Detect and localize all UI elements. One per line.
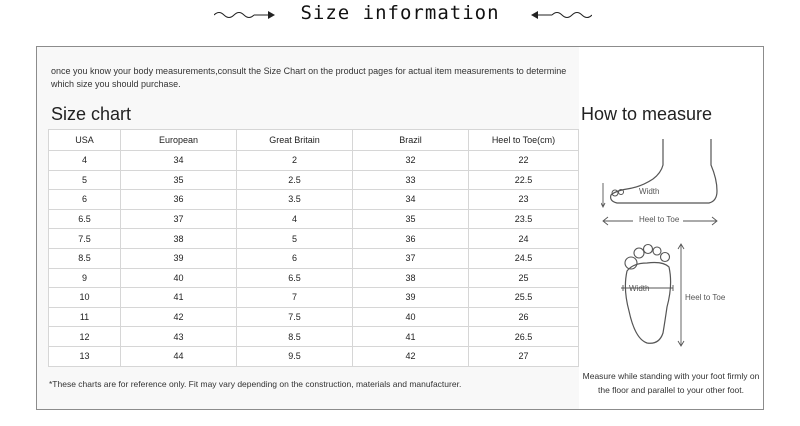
- table-cell: 13: [49, 346, 121, 366]
- table-cell: 6: [49, 190, 121, 210]
- measure-instruction: Measure while standing with your foot firmly on the floor and parallel to your other foot.: [582, 371, 760, 395]
- table-cell: 6.5: [237, 268, 353, 288]
- table-cell: 26: [469, 307, 579, 327]
- table-row: [49, 346, 579, 366]
- column-header: Heel to Toe(cm): [469, 130, 579, 151]
- table-cell: 7.5: [49, 229, 121, 249]
- table-cell: 3.5: [237, 190, 353, 210]
- table-row: [49, 288, 579, 308]
- table-cell: 39: [121, 248, 237, 268]
- table-cell: 12: [49, 327, 121, 347]
- table-cell: 36: [353, 229, 469, 249]
- table-cell: 9: [49, 268, 121, 288]
- table-cell: 24.5: [469, 248, 579, 268]
- column-header: Brazil: [353, 130, 469, 151]
- table-cell: 7.5: [237, 307, 353, 327]
- intro-text: once you know your body measurements,consult the Size Chart on the product pages for actual item measurements to determine which size you should purchase.: [51, 66, 567, 89]
- table-cell: 38: [353, 268, 469, 288]
- heel-to-toe-label: Heel to Toe: [639, 215, 680, 224]
- table-row: [49, 151, 579, 171]
- table-cell: 40: [353, 307, 469, 327]
- table-cell: 8.5: [49, 248, 121, 268]
- table-cell: 6.5: [49, 209, 121, 229]
- how-to-measure-panel: [579, 47, 763, 409]
- table-row: [49, 229, 579, 249]
- table-cell: 35: [353, 209, 469, 229]
- table-cell: 35: [121, 170, 237, 190]
- table-row: [49, 268, 579, 288]
- table-cell: 32: [353, 151, 469, 171]
- how-to-measure-title: How to measure: [581, 104, 713, 124]
- size-table: [48, 129, 579, 367]
- table-cell: 34: [353, 190, 469, 210]
- width-label: Width: [639, 187, 660, 196]
- table-cell: 25.5: [469, 288, 579, 308]
- table-header-row: [49, 130, 579, 151]
- table-cell: 2.5: [237, 170, 353, 190]
- table-row: [49, 248, 579, 268]
- table-cell: 4: [237, 209, 353, 229]
- column-header: European: [121, 130, 237, 151]
- table-row: [49, 190, 579, 210]
- table-row: [49, 209, 579, 229]
- size-info-panel: [36, 46, 764, 410]
- table-cell: 9.5: [237, 346, 353, 366]
- table-cell: 11: [49, 307, 121, 327]
- ornament-right-icon: [530, 6, 592, 22]
- table-row: [49, 327, 579, 347]
- table-cell: 41: [121, 288, 237, 308]
- page-title: Size information: [300, 2, 500, 24]
- width-label: Width: [629, 284, 650, 293]
- table-cell: 25: [469, 268, 579, 288]
- table-cell: 23.5: [469, 209, 579, 229]
- size-chart-panel: [37, 47, 579, 409]
- table-cell: 23: [469, 190, 579, 210]
- table-cell: 36: [121, 190, 237, 210]
- table-cell: 5: [237, 229, 353, 249]
- table-cell: 2: [237, 151, 353, 171]
- table-cell: 41: [353, 327, 469, 347]
- table-cell: 10: [49, 288, 121, 308]
- table-cell: 42: [353, 346, 469, 366]
- table-cell: 37: [353, 248, 469, 268]
- table-cell: 38: [121, 229, 237, 249]
- table-cell: 43: [121, 327, 237, 347]
- table-cell: 24: [469, 229, 579, 249]
- heel-to-toe-label: Heel to Toe: [685, 293, 726, 302]
- reference-note: *These charts are for reference only. Fit may vary depending on the construction, materials and manufacturer.: [49, 379, 462, 389]
- table-cell: 37: [121, 209, 237, 229]
- table-cell: 4: [49, 151, 121, 171]
- table-cell: 42: [121, 307, 237, 327]
- table-cell: 26.5: [469, 327, 579, 347]
- table-cell: 44: [121, 346, 237, 366]
- table-cell: 5: [49, 170, 121, 190]
- table-cell: 7: [237, 288, 353, 308]
- table-cell: 40: [121, 268, 237, 288]
- header: [0, 0, 800, 30]
- column-header: Great Britain: [237, 130, 353, 151]
- size-chart-title: Size chart: [51, 104, 132, 124]
- table-row: [49, 307, 579, 327]
- table-cell: 22.5: [469, 170, 579, 190]
- table-cell: 34: [121, 151, 237, 171]
- table-cell: 33: [353, 170, 469, 190]
- column-header: USA: [49, 130, 121, 151]
- table-cell: 8.5: [237, 327, 353, 347]
- table-cell: 39: [353, 288, 469, 308]
- table-cell: 22: [469, 151, 579, 171]
- table-row: [49, 170, 579, 190]
- table-cell: 6: [237, 248, 353, 268]
- table-cell: 27: [469, 346, 579, 366]
